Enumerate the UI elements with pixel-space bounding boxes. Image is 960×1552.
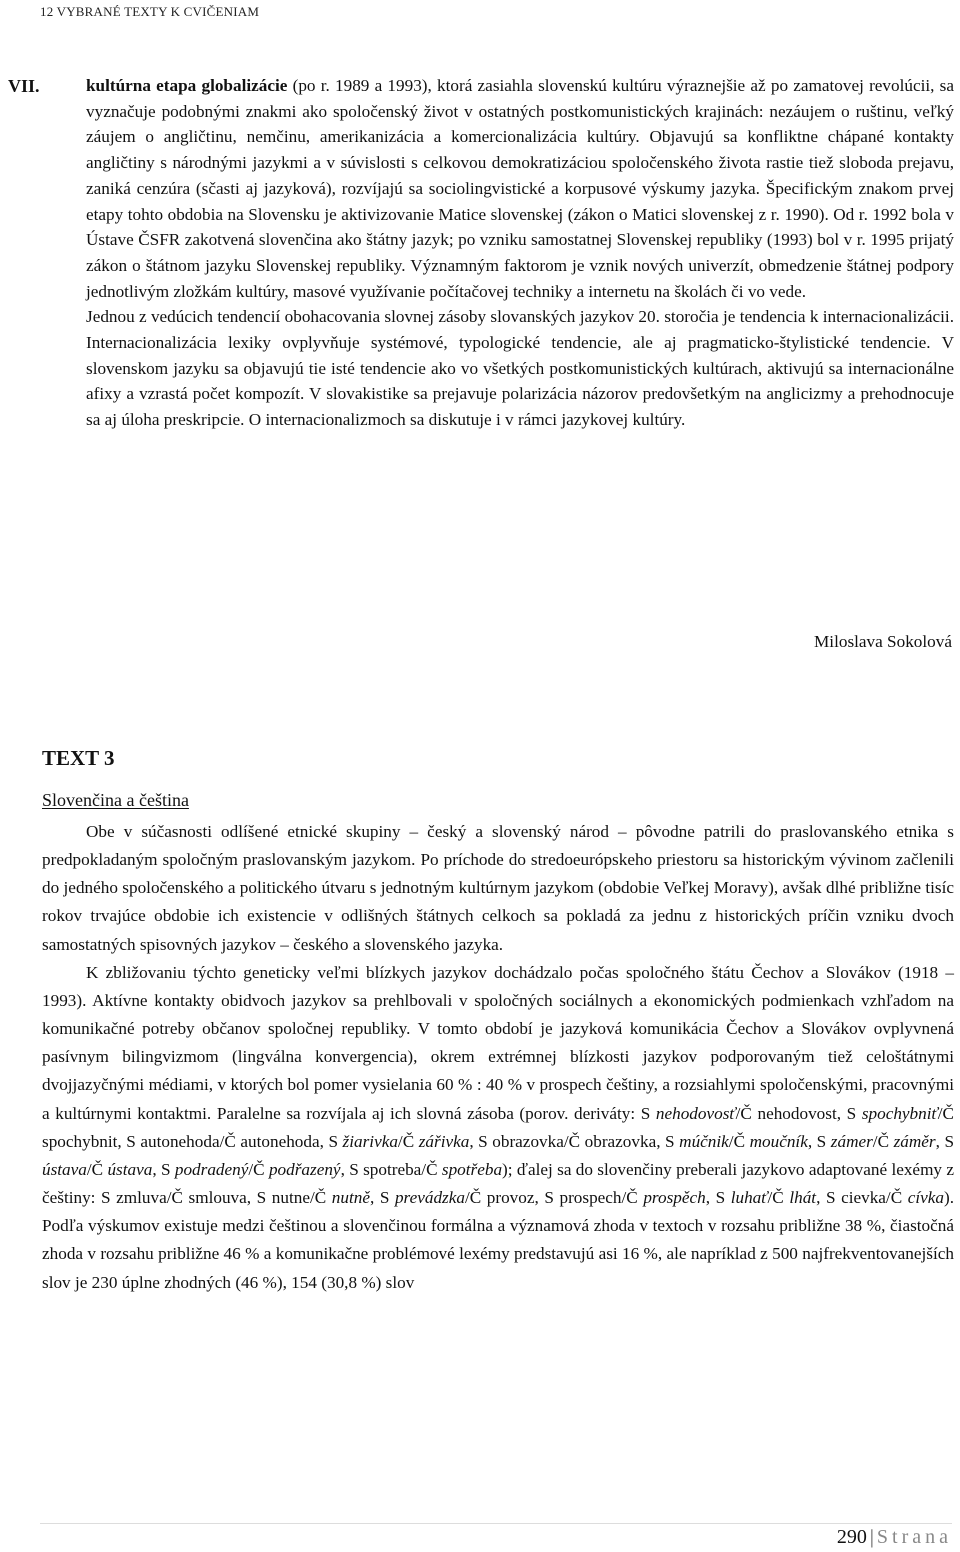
paragraph: [42, 959, 954, 1297]
example-word: žiarivka: [342, 1131, 398, 1151]
paragraph-text: /Č: [728, 1131, 750, 1151]
example-word: prospěch: [643, 1188, 706, 1208]
section-body: [86, 73, 954, 433]
section-lead: kultúrna etapa globalizácie: [86, 76, 288, 95]
example-word: prevádzka: [394, 1188, 465, 1208]
paragraph-text: , S: [152, 1159, 175, 1179]
text-heading: TEXT 3: [42, 746, 115, 770]
example-word: zámer: [830, 1131, 873, 1151]
paragraph-text: , S: [705, 1188, 731, 1208]
example-word: spotřeba: [441, 1159, 503, 1179]
text-subtitle: Slovenčina a čeština: [42, 790, 189, 810]
page-word: Strana: [876, 1526, 952, 1548]
example-word: podradený: [174, 1159, 249, 1179]
example-word: múčnik: [679, 1131, 729, 1151]
example-word: zářivka: [418, 1131, 470, 1151]
example-word: lhát: [789, 1188, 817, 1208]
paragraph-text: , S: [807, 1131, 831, 1151]
paragraph-text: /Č: [767, 1188, 790, 1208]
paragraph: Jednou z vedúcich tendencií obohacovania slovnej zásoby slovanských jazykov 20. storočia je tendencia k internacionalizácii. Internacionalizácia lexiky ovplyvňuje systémové, typologické tendencie, ale aj pragmaticko-štylistické tendencie. V slovenskom jazyku sa objavujú tie isté tendencie ako vo všetkých postkomunistických kultúrach, aktivujú sa internacionálne afixy a vzrastá počet kompozít. V slovakistike sa prejavuje polarizácia názorov predovšetkým na anglicizmy a prehodnocuje sa aj úloha preskripcie. O internacionalizmoch sa diskutuje i v rámci jazykovej kultúry.: [86, 307, 954, 430]
example-word: spochybniť: [861, 1103, 938, 1123]
text3-body: [42, 818, 954, 1297]
paragraph: Obe v súčasnosti odlíšené etnické skupiny – český a slovenský národ – pôvodne patrili do praslovanského etnika s predpokladaným spoločným praslovanským jazykom. Po príchode do stredoeurópskeho priestoru sa historickým vývinom začlenili do jedného spoločenského a politického útvaru s jednotným kultúrnym jazykom (obdobie Veľkej Moravy), avšak dlhé približne tisíc rokov trvajúce obdobie ich existencie v odlišných štátnych celkoch sa pokladá za jednu z historických príčin vzniku dvoch samostatných spisovných jazykov – českého a slovenského jazyka.: [42, 822, 954, 954]
paragraph-text: , S spotreba/Č: [340, 1159, 442, 1179]
example-word: podřazený: [268, 1159, 341, 1179]
author-signature: Miloslava Sokolová: [814, 632, 952, 651]
page-separator: |: [869, 1526, 874, 1548]
section-number: VII.: [8, 76, 40, 96]
paragraph-text: , S obrazovka/Č obrazovka, S: [469, 1131, 680, 1151]
example-word: záměr: [893, 1131, 936, 1151]
paragraph-text: /Č: [397, 1131, 419, 1151]
example-word: cívka: [907, 1188, 944, 1208]
paragraph-text: /Č provoz, S prospech/Č: [464, 1188, 644, 1208]
running-head: 12 VYBRANÉ TEXTY K CVIČENIAM: [40, 4, 260, 19]
paragraph-text: /Č: [86, 1159, 108, 1179]
example-word: ústava: [42, 1159, 87, 1179]
paragraph-text: (po r. 1989 a 1993), ktorá zasiahla slovenskú kultúru výraznejšie až po zamatovej revolúcii, sa vyznačuje podobnými znakmi ako spoločenský život v ostatných postkomunistických krajinách: nezáujem o ruštinu, veľký záujem o angličtinu, nemčinu, amerikanizácia a komercionalizácia kultúry. Objavujú sa konfliktne chápané kontakty angličtiny s národnými jazykmi a v súvislosti s celkovou demokratizáciou spoločenského života rastie tiež sloboda prejavu, zaniká cenzúra (sčasti aj jazyková), rozvíjajú sa sociolingvistické a korpusové výskumy jazyka. Špecifickým znakom prvej etapy tohto obdobia na Slovensku je aktivizovanie Matice slovenskej (zákon o Matici slovenskej z r. 1990). Od r. 1992 bola v Ústave ČSFR zakotvená slovenčina ako štátny jazyk; po vzniku samostatnej Slovenskej republiky (1993) bol v r. 1995 prijatý zákon o štátnom jazyku Slovenskej republiky. Významným faktorom je vznik nových univerzít, obmedzenie štátnej podpory jednotlivým zložkám kultúry, masové využívanie počítačovej techniky a internetu na školách či vo vede.: [86, 76, 954, 301]
paragraph-text: , S cievka/Č: [816, 1188, 908, 1208]
example-word: ústava: [107, 1159, 153, 1179]
example-word: nehodovosť: [655, 1103, 736, 1123]
paragraph-text: /Č: [248, 1159, 269, 1179]
paragraph-text: K zbližovaniu týchto geneticky veľmi blízkych jazykov dochádzalo počas spoločného štátu Čechov a Slovákov (1918 – 1993). Aktívne kontakty obidvoch jazykov sa prehlbovali v spoločných sociálnych a ekonomických podmienkach vzhľadom na komunikačné potreby občanov spoločnej republiky. V tomto období je jazyková komunikácia Čechov a Slovákov ovplyvnená pasívnym bilingvizmom (lingválna konvergencia), okrem extrémnej blízkosti jazykov podporovaným tiež celoštátnymi dvojjazyčnými médiami, v ktorých bol pomer vysielania 60 % : 40 % v prospech češtiny, a rozsiahlymi spoločenskými, pracovnými a kultúrnymi kontaktmi. Paralelne sa rozvíjala aj ich slovná zásoba (porov. deriváty: S: [42, 962, 954, 1123]
paragraph-text: , S: [935, 1131, 955, 1151]
page-number-value: 290: [836, 1526, 867, 1548]
paragraph-text: ); ďalej sa do slovenčiny preberali jazykovo adaptované lexémy z češtiny: S zmluva/Č smlouva, S nutne/Č: [42, 1159, 954, 1208]
paragraph-text: /Č nehodovost, S: [735, 1103, 862, 1123]
page-number: [837, 1526, 952, 1549]
paragraph-text: /Č: [872, 1131, 894, 1151]
example-word: moučník: [749, 1131, 808, 1151]
footer-divider: [40, 1523, 952, 1524]
paragraph: [86, 73, 954, 304]
paragraph-text: /Č spochybnit, S autonehoda/Č autonehoda, S: [42, 1103, 955, 1151]
example-word: nutně: [331, 1188, 370, 1208]
example-word: luhať: [730, 1188, 768, 1208]
paragraph-text: ). Podľa výskumov existuje medzi češtinou a slovenčinou formálna a významová zhoda v textoch v rozsahu približne 38 %, čiastočná zhoda v rozsahu približne 46 % a komunikačne problémové lexémy predstavujú asi 16 %, ale napríklad z 500 najfrekventovanejších slov je 230 úplne zhodných (46 %), 154 (30,8 %) slov: [42, 1188, 955, 1292]
paragraph-text: , S: [369, 1188, 395, 1208]
